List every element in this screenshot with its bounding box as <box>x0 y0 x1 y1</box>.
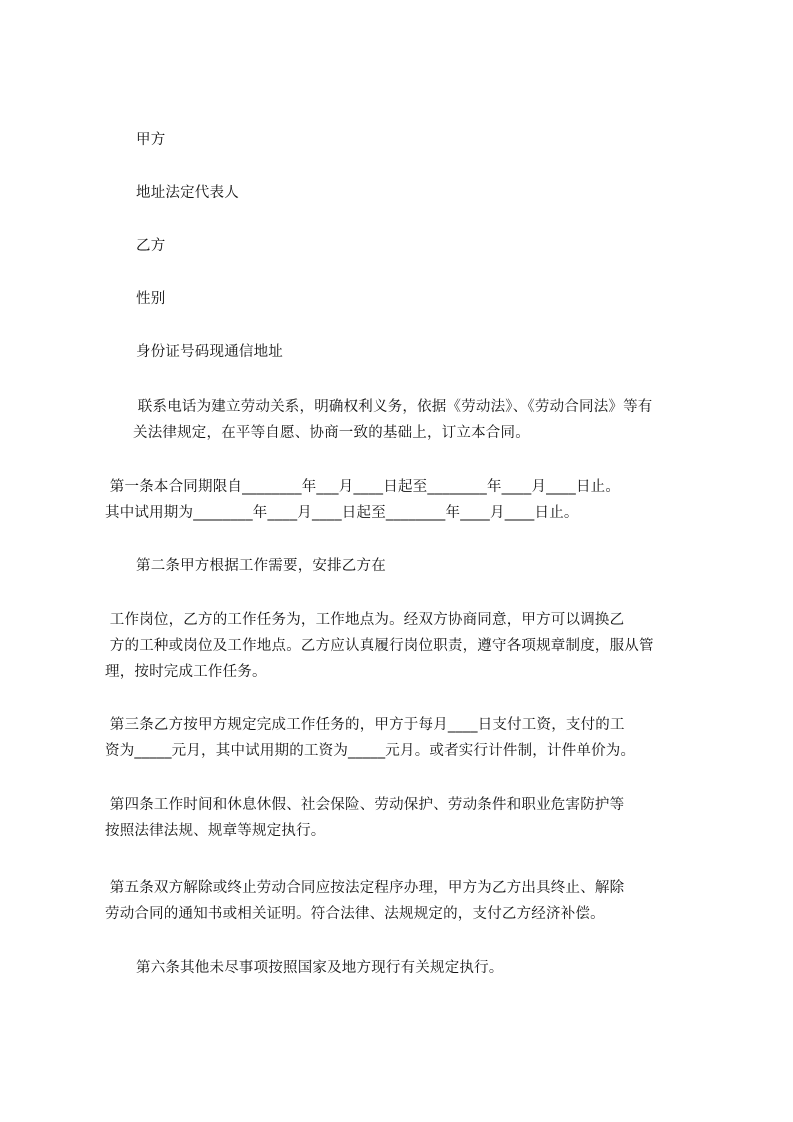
text-line: 乙方 <box>136 238 166 254</box>
job-duties-paragraph <box>105 607 654 685</box>
text-line: 劳动合同的通知书或相关证明。符合法律、法规规定的，支付乙方经济补偿。 <box>105 906 605 922</box>
text-line: 第六条其他未尽事项按照国家及地方现行有关规定执行。 <box>136 960 504 976</box>
text-line: 地址法定代表人 <box>136 185 239 201</box>
text-line: 身份证号码现通信地址 <box>136 344 283 360</box>
preamble-paragraph <box>133 394 653 446</box>
text-line: 第三条乙方按甲方规定完成工作任务的，甲方于每月____日支付工资，支付的工 <box>105 717 625 733</box>
text-line: 理，按时完成工作任务。 <box>105 664 267 680</box>
article-6-paragraph <box>136 955 504 981</box>
party-b-paragraph <box>136 233 165 259</box>
article-4-paragraph <box>105 792 624 844</box>
id-address-paragraph <box>136 339 283 365</box>
article-3-paragraph <box>105 712 635 764</box>
text-line: 甲方 <box>136 132 166 148</box>
text-line: 第四条工作时间和休息休假、社会保险、劳动保护、劳动条件和职业危害防护等 <box>105 797 625 813</box>
text-line: 其中试用期为________年____月____日起至________年____月____日止。 <box>105 505 579 521</box>
text-line: 方的工种或岗位及工作地点。乙方应认真履行岗位职责，遵守各项规章制度，服从管 <box>105 638 654 654</box>
text-line: 第二条甲方根据工作需要，安排乙方在 <box>136 558 386 574</box>
party-a-paragraph <box>136 127 165 153</box>
address-representative-paragraph <box>136 180 239 206</box>
gender-paragraph <box>136 286 165 312</box>
text-line: 第五条双方解除或终止劳动合同应按法定程序办理，甲方为乙方出具终止、解除 <box>105 880 625 896</box>
text-line: 资为_____元月，其中试用期的工资为_____元月。或者实行计件制，计件单价为。 <box>105 743 636 759</box>
text-line: 第一条本合同期限自________年___月____日起至________年____月____日止。 <box>105 479 621 495</box>
text-line: 性别 <box>136 291 166 307</box>
text-line: 工作岗位，乙方的工作任务为，工作地点为。经双方协商同意，甲方可以调换乙 <box>105 612 625 628</box>
article-2-paragraph <box>136 553 386 579</box>
article-5-paragraph <box>105 875 624 927</box>
text-line: 关法律规定，在平等自愿、协商一致的基础上，订立本合同。 <box>133 425 530 441</box>
text-line: 联系电话为建立劳动关系，明确权利义务，依据《劳动法》、《劳动合同法》等有 <box>133 399 653 415</box>
article-1-paragraph <box>105 474 620 526</box>
text-line: 按照法律法规、规章等规定执行。 <box>105 823 326 839</box>
